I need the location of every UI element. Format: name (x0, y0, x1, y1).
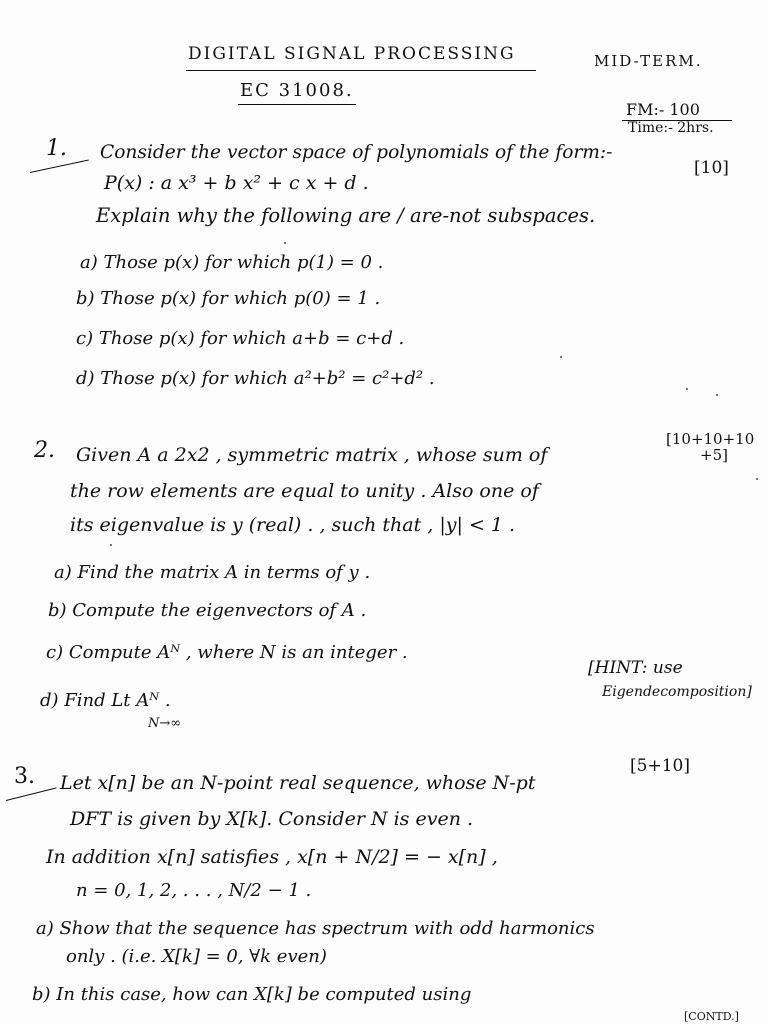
q2-number: 2. (34, 438, 55, 463)
q1-line-3: Explain why the following are / are-not subspaces. (96, 204, 596, 227)
q2-line-3: its eigenvalue is y (real) . , such that , |y| < 1 . (70, 514, 516, 536)
q2-marks-line-2: +5] (700, 446, 728, 464)
title-underline (186, 70, 536, 71)
q3-part-b: b) In this case, how can X[k] be computed using (32, 984, 472, 1005)
q3-part-a-line-1: a) Show that the sequence has spectrum with odd harmonics (36, 918, 595, 939)
q3-part-a-line-2: only . (i.e. X[k] = 0, ∀k even) (66, 946, 327, 967)
course-underline (238, 104, 356, 105)
course-code: EC 31008. (240, 80, 354, 101)
q3-line-3: In addition x[n] satisfies , x[n + N/2] = − x[n] , (46, 846, 498, 868)
q2-marks-line-1: [10+10+10 (666, 430, 755, 448)
exam-type: MID-TERM. (594, 52, 703, 70)
q2-line-1: Given A a 2x2 , symmetric matrix , whose sum of (76, 444, 548, 466)
scan-speck (284, 242, 286, 244)
q3-line-1: Let x[n] be an N-point real sequence, whose N-pt (60, 772, 536, 794)
q2-part-b: b) Compute the eigenvectors of A . (48, 600, 367, 621)
time-allowed: Time:- 2hrs. (628, 120, 714, 136)
q1-line-1: Consider the vector space of polynomials of the form:- (100, 142, 613, 163)
q2-part-d: d) Find Lt Aᴺ . (40, 690, 171, 711)
scan-speck (560, 356, 562, 358)
q1-part-d: d) Those p(x) for which a²+b² = c²+d² . (76, 368, 435, 389)
q1-line-2: P(x) : a x³ + b x² + c x + d . (104, 172, 369, 194)
q1-part-b: b) Those p(x) for which p(0) = 1 . (76, 288, 381, 309)
scan-speck (716, 394, 718, 396)
q1-part-c: c) Those p(x) for which a+b = c+d . (76, 328, 405, 349)
scan-speck (756, 478, 758, 480)
q2-hint-line-1: [HINT: use (588, 658, 683, 678)
continued-marker: [CONTD.] (684, 1010, 739, 1023)
q1-number: 1. (46, 136, 67, 161)
q2-part-a: a) Find the matrix A in terms of y . (54, 562, 371, 583)
q3-margin-stroke (6, 787, 57, 801)
full-marks: FM:- 100 (626, 100, 700, 119)
q2-hint-line-2: Eigendecomposition] (602, 684, 752, 700)
q3-number: 3. (14, 764, 35, 789)
q1-part-a: a) Those p(x) for which p(1) = 0 . (80, 252, 384, 273)
q2-part-c: c) Compute Aᴺ , where N is an integer . (46, 642, 408, 663)
q3-marks: [5+10] (630, 756, 690, 776)
q1-margin-stroke (30, 160, 89, 173)
q3-line-4: n = 0, 1, 2, . . . , N/2 − 1 . (76, 880, 312, 901)
q1-marks: [10] (694, 158, 729, 178)
q3-line-2: DFT is given by X[k]. Consider N is even . (70, 808, 474, 830)
q2-line-2: the row elements are equal to unity . Also one of (70, 480, 539, 502)
scan-speck (686, 388, 688, 390)
q2-part-d-limit: N→∞ (148, 716, 182, 731)
exam-title: DIGITAL SIGNAL PROCESSING (188, 44, 516, 64)
scan-speck (110, 544, 112, 546)
